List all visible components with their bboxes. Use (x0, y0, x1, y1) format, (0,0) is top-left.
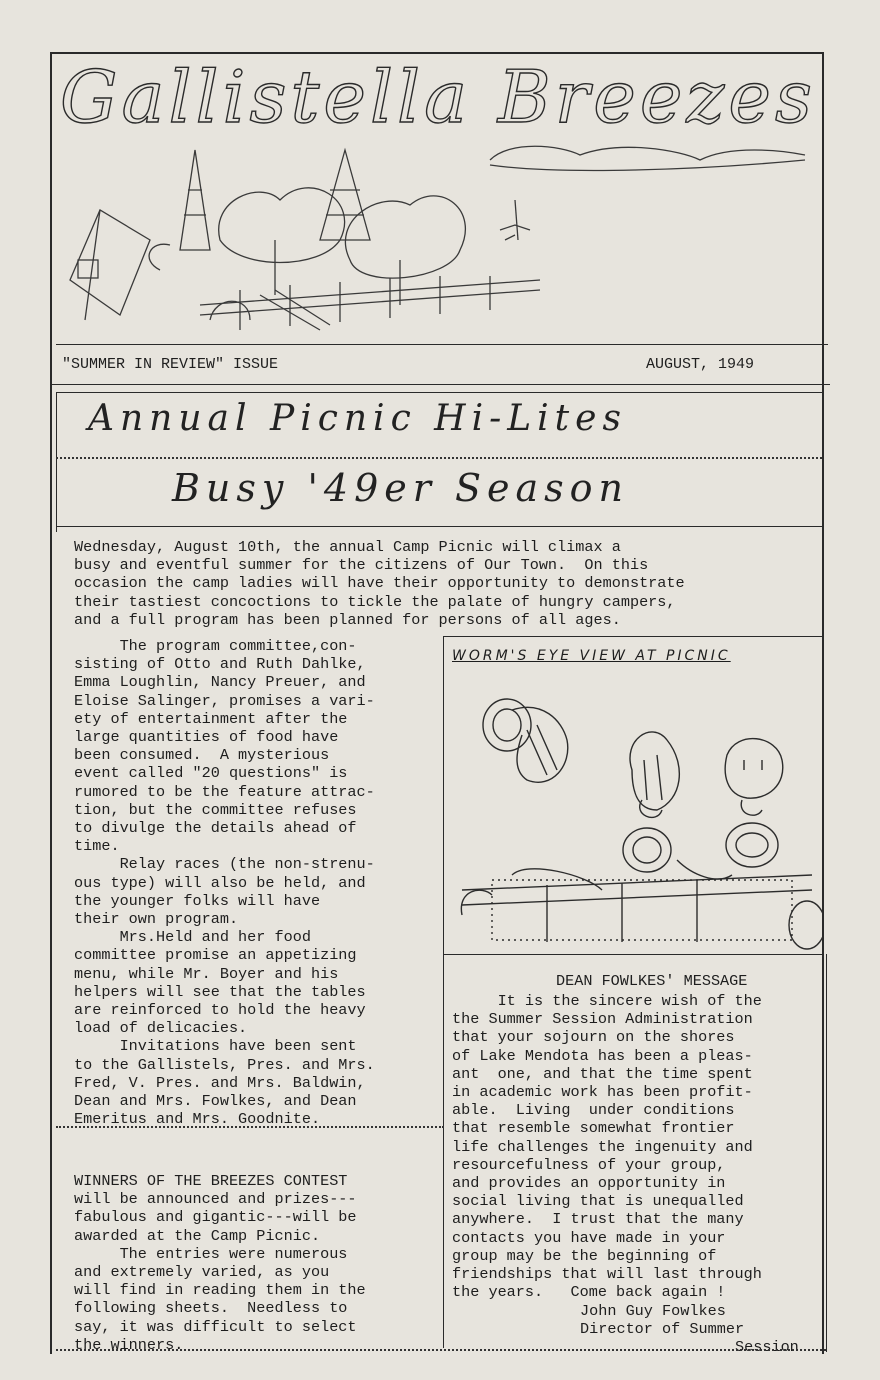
illustration-bottom-rule (443, 954, 823, 955)
issue-date: AUGUST, 1949 (646, 356, 755, 373)
contest-divider (56, 1126, 444, 1128)
illustration-top-rule (443, 636, 823, 637)
headline-box-top (56, 392, 822, 393)
headline-divider (56, 457, 822, 459)
contest-box-right (826, 954, 827, 1352)
picnic-cartoon (452, 680, 822, 950)
headline-season: Busy '49er Season (172, 466, 630, 510)
masthead-sketch (60, 130, 820, 345)
page-bottom-rule (56, 1349, 826, 1351)
signature-title-line-2: Session (735, 1338, 799, 1356)
signature-name: John Guy Fowlkes (580, 1302, 726, 1320)
lead-paragraph: Wednesday, August 10th, the annual Camp Picnic will climax a busy and eventful summer for the citizens of Our Town. On this occasion the camp ladies will have their opportunity to demonstrate their tastiest concoctions to tickle the palate of hungry campers, and a full program has been planned for persons of all ages. (74, 538, 685, 629)
masthead-title: Gallistella Breezes (60, 55, 816, 139)
rule-below-issue (50, 384, 830, 385)
illustration-caption: WORM'S EYE VIEW AT PICNIC (452, 648, 731, 664)
contest-announcement: WINNERS OF THE BREEZES CONTEST will be announced and prizes--- fabulous and gigantic---will be awarded at the Camp Picnic. The entries were numerous and extremely varied, as you will find in reading them in the following sheets. Needless to say, it was difficult to select the winners. (74, 1172, 366, 1354)
headline-picnic: Annual Picnic Hi-Lites (88, 398, 627, 439)
headline-box-bottom (56, 526, 822, 527)
issue-label: "SUMMER IN REVIEW" ISSUE (62, 356, 279, 373)
column-divider (443, 636, 444, 1348)
headline-box-left (56, 392, 57, 532)
rule-above-issue (56, 344, 828, 345)
signature-title-line-1: Director of Summer (580, 1320, 745, 1338)
dean-message-heading: DEAN FOWLKES' MESSAGE (556, 972, 748, 990)
picnic-article: The program committee,con- sisting of Otto and Ruth Dahlke, Emma Loughlin, Nancy Preuer, and Eloise Salinger, promises a vari- ety of entertainment after the large quantities of food have been consumed. A mysterious event called "20 questions" is rumored to be the feature attrac- tion, but the committee refuses to divulge the details ahead of time. Relay races (the non-strenu- ous type) will also be held, and the younger folks will have their own program. Mrs.Held and her food committee promise an appetizing menu, while Mr. Boyer and his helpers will see that the tables are reinforced to hold the heavy load of delicacies. Invitations have been sent to the Gallistels, Pres. and Mrs. Fred, V. Pres. and Mrs. Baldwin, Dean and Mrs. Fowlkes, and Dean Emeritus and Mrs. Goodnite. (74, 637, 375, 1129)
headline-box-right (822, 392, 823, 532)
dean-message-body: It is the sincere wish of the the Summer Session Administration that your sojourn on the shores of Lake Mendota has been a pleas- ant one, and that the time spent in academic work has been profit- able. Living under conditions that resemble somewhat frontier life challenges the ingenuity and resourcefulness of your group, and provides an opportunity in social living that is unequalled anywhere. I trust that the many contacts you have made in your group may be the beginning of friendships that will last through the years. Come back again ! (452, 992, 762, 1302)
